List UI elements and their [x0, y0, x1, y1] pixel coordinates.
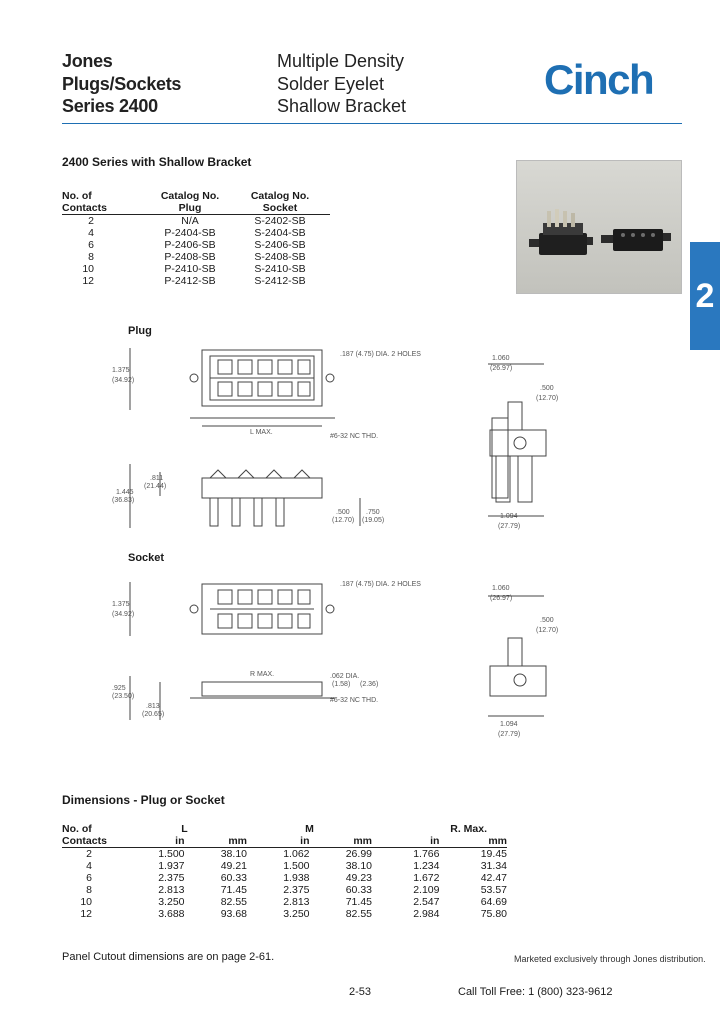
catalog-cell-contacts: 8 [88, 251, 94, 263]
dim-sub-l-in: in [122, 835, 185, 848]
dim-cell-contacts: 2 [86, 848, 92, 860]
dim-cell-contacts: 4 [86, 860, 92, 872]
product-description [277, 50, 406, 118]
dim-header-contacts: No. of [62, 823, 92, 835]
dim-cell-contacts: 6 [86, 872, 92, 884]
dim-cell-l-mm: 93.68 [220, 908, 247, 920]
plug-thread-note: #6-32 NC THD. [330, 433, 379, 440]
dimensions-row [62, 872, 507, 884]
dim-sub-r-mm: mm [439, 835, 507, 848]
dim-cell-l-mm: 38.10 [220, 848, 247, 860]
dimensions-row [62, 908, 507, 920]
socket-h2: .813 [146, 703, 160, 710]
dimensions-row [62, 896, 507, 908]
dim-cell-r-in: 1.234 [413, 860, 440, 872]
dim-cell-m-mm: 60.33 [345, 884, 372, 896]
dim-sub-r-in: in [372, 835, 439, 848]
dim-header-m: M [305, 823, 314, 835]
catalog-cell-plug: P-2404-SB [164, 227, 216, 239]
panel-cutout-note: Panel Cutout dimensions are on page 2-61. [62, 951, 275, 963]
socket-eyelet-mm: (1.58) [332, 681, 351, 688]
dimensions-header-row [62, 823, 507, 835]
dim-cell-l-mm: 49.21 [220, 860, 247, 872]
dim-cell-m-mm: 49.23 [345, 872, 372, 884]
product-line-title [62, 50, 181, 118]
dim-header-l: L [181, 823, 188, 835]
dim-cell-l-mm: 82.55 [220, 896, 247, 908]
socket-h1-mm: (23.50) [112, 693, 135, 700]
dim-cell-l-in: 2.813 [158, 884, 185, 896]
dim-cell-m-in: 2.813 [283, 896, 310, 908]
toll-free-phone: Call Toll Free: 1 (800) 323-9612 [458, 986, 613, 998]
plug-width-in: 1.060 [492, 355, 510, 362]
plug-tail2: .750 [366, 509, 380, 516]
plug-base-in: 1.094 [500, 513, 518, 520]
dim-sub-l-mm: mm [185, 835, 248, 848]
socket-pitch-in: .500 [540, 617, 554, 624]
catalog-table [62, 190, 330, 287]
catalog-row [62, 275, 330, 287]
plug-depth-mm: (21.44) [144, 483, 167, 490]
dim-cell-r-in: 1.766 [413, 848, 440, 860]
plug-figure-label: Plug [128, 325, 152, 337]
dimensions-table [62, 823, 507, 920]
catalog-cell-socket: S-2412-SB [254, 275, 306, 287]
dim-cell-r-mm: 19.45 [480, 848, 507, 860]
dim-cell-m-mm: 38.10 [345, 860, 372, 872]
plug-drawing [110, 338, 513, 538]
plug-height-mm: (34.92) [112, 377, 135, 384]
plug-tail-mm: (12.70) [332, 517, 355, 524]
catalog-cell-contacts: 10 [82, 263, 94, 275]
title-line-1: Jones [62, 51, 113, 71]
socket-figure-label: Socket [128, 552, 165, 564]
dim-header-r: R. Max. [450, 823, 487, 835]
catalog-cell-contacts: 2 [88, 215, 94, 227]
dim-cell-l-in: 3.250 [158, 896, 185, 908]
socket-eyelet-dia: .062 DIA. [330, 673, 360, 680]
dim-cell-r-mm: 64.69 [480, 896, 507, 908]
socket-height-mm: (34.92) [112, 611, 135, 618]
cinch-logo: Cinch [544, 56, 654, 103]
plug-hole-note: .187 (4.75) DIA. 2 HOLES [340, 351, 421, 358]
plug-height: 1.375 [112, 367, 130, 374]
socket-h2-mm: (20.65) [142, 711, 165, 718]
dimensions-row [62, 848, 507, 861]
plug-tail: .500 [336, 509, 350, 516]
plug-pitch-in: .500 [540, 385, 554, 392]
plug-end-view [478, 348, 568, 534]
dim-cell-l-in: 3.688 [158, 908, 185, 920]
socket-height: 1.375 [112, 601, 130, 608]
catalog-cell-plug: P-2406-SB [164, 239, 216, 251]
page-number: 2-53 [349, 986, 372, 998]
catalog-section-title: 2400 Series with Shallow Bracket [62, 155, 252, 169]
socket-eyelet2-mm: (2.36) [360, 681, 379, 688]
catalog-cell-contacts: 12 [82, 275, 94, 287]
dimensions-section-title: Dimensions - Plug or Socket [62, 793, 225, 807]
catalog-header-row [62, 190, 330, 215]
dim-cell-m-in: 3.250 [283, 908, 310, 920]
title-line-3: Series 2400 [62, 96, 158, 116]
plug-width-mm: (26.97) [490, 365, 513, 372]
dim-cell-l-in: 1.500 [158, 848, 185, 860]
description-line-2: Solder Eyelet [277, 73, 385, 94]
connector-photo-illustration [517, 161, 681, 293]
distribution-note: Marketed exclusively through Jones distribution. [514, 954, 706, 964]
plug-side-height: 1.445 [116, 489, 134, 496]
catalog-row [62, 215, 330, 228]
dim-cell-m-in: 1.938 [283, 872, 310, 884]
catalog-row [62, 239, 330, 251]
dim-cell-r-mm: 31.34 [480, 860, 507, 872]
header-plug: Catalog No. Plug [150, 190, 230, 215]
header-divider [62, 123, 682, 124]
description-line-3: Shallow Bracket [277, 96, 407, 116]
dim-cell-m-mm: 26.99 [345, 848, 372, 860]
title-line-2: Plugs/Sockets [62, 73, 182, 94]
dim-cell-l-in: 1.937 [158, 860, 185, 872]
plug-depth: .811 [150, 475, 164, 482]
socket-base-in: 1.094 [500, 721, 518, 728]
product-photo [516, 160, 682, 294]
catalog-cell-plug: P-2408-SB [164, 251, 216, 263]
catalog-row [62, 263, 330, 275]
header-contacts: No. of Contacts [62, 190, 150, 215]
dim-cell-r-in: 2.547 [413, 896, 440, 908]
dim-cell-l-in: 2.375 [158, 872, 185, 884]
dim-sub-contacts: Contacts [62, 835, 122, 848]
plug-l-label: L MAX. [250, 429, 273, 436]
plug-tail2-mm: (19.05) [362, 517, 385, 524]
dim-cell-r-mm: 42.47 [480, 872, 507, 884]
socket-h1: .925 [112, 685, 126, 692]
socket-width-mm: (26.97) [490, 595, 513, 602]
catalog-cell-contacts: 4 [88, 227, 94, 239]
socket-pitch-mm: (12.70) [536, 627, 559, 634]
catalog-cell-contacts: 6 [88, 239, 94, 251]
catalog-cell-socket: S-2410-SB [254, 263, 306, 275]
dim-sub-m-mm: mm [310, 835, 373, 848]
dim-cell-r-mm: 75.80 [480, 908, 507, 920]
dim-cell-r-mm: 53.57 [480, 884, 507, 896]
catalog-cell-plug: P-2412-SB [164, 275, 216, 287]
socket-r-label: R MAX. [250, 671, 275, 678]
plug-base-mm: (27.79) [498, 523, 521, 530]
catalog-cell-plug: P-2410-SB [164, 263, 216, 275]
catalog-cell-socket: S-2406-SB [254, 239, 306, 251]
dim-cell-l-mm: 60.33 [220, 872, 247, 884]
socket-width-in: 1.060 [492, 585, 510, 592]
dimensions-row [62, 884, 507, 896]
socket-drawing [110, 572, 421, 722]
catalog-row [62, 251, 330, 263]
plug-pitch-mm: (12.70) [536, 395, 559, 402]
dim-cell-contacts: 12 [80, 908, 92, 920]
catalog-row [62, 227, 330, 239]
dim-cell-m-mm: 71.45 [345, 896, 372, 908]
description-line-1: Multiple Density [277, 51, 405, 71]
section-tab: 2 [690, 242, 720, 350]
dim-cell-contacts: 8 [86, 884, 92, 896]
plug-side-height-mm: (36.83) [112, 497, 135, 504]
catalog-cell-socket: S-2404-SB [254, 227, 306, 239]
dim-cell-contacts: 10 [80, 896, 92, 908]
header-socket: Catalog No. Socket [230, 190, 330, 215]
dim-cell-r-in: 1.672 [413, 872, 440, 884]
socket-hole-note: .187 (4.75) DIA. 2 HOLES [340, 581, 421, 588]
dim-cell-r-in: 2.984 [413, 908, 440, 920]
socket-base-mm: (27.79) [498, 731, 521, 738]
dim-cell-r-in: 2.109 [413, 884, 440, 896]
dim-cell-m-in: 1.500 [283, 860, 310, 872]
dim-cell-m-in: 1.062 [283, 848, 310, 860]
catalog-cell-plug: N/A [181, 215, 199, 227]
catalog-cell-socket: S-2402-SB [254, 215, 306, 227]
dim-cell-m-mm: 82.55 [345, 908, 372, 920]
socket-end-view [478, 578, 568, 738]
dimensions-subheader-row [62, 835, 507, 848]
catalog-cell-socket: S-2408-SB [254, 251, 306, 263]
socket-thread-note: #6-32 NC THD. [330, 697, 379, 704]
dim-cell-l-mm: 71.45 [220, 884, 247, 896]
dimensions-row [62, 860, 507, 872]
dim-sub-m-in: in [247, 835, 310, 848]
dim-cell-m-in: 2.375 [283, 884, 310, 896]
